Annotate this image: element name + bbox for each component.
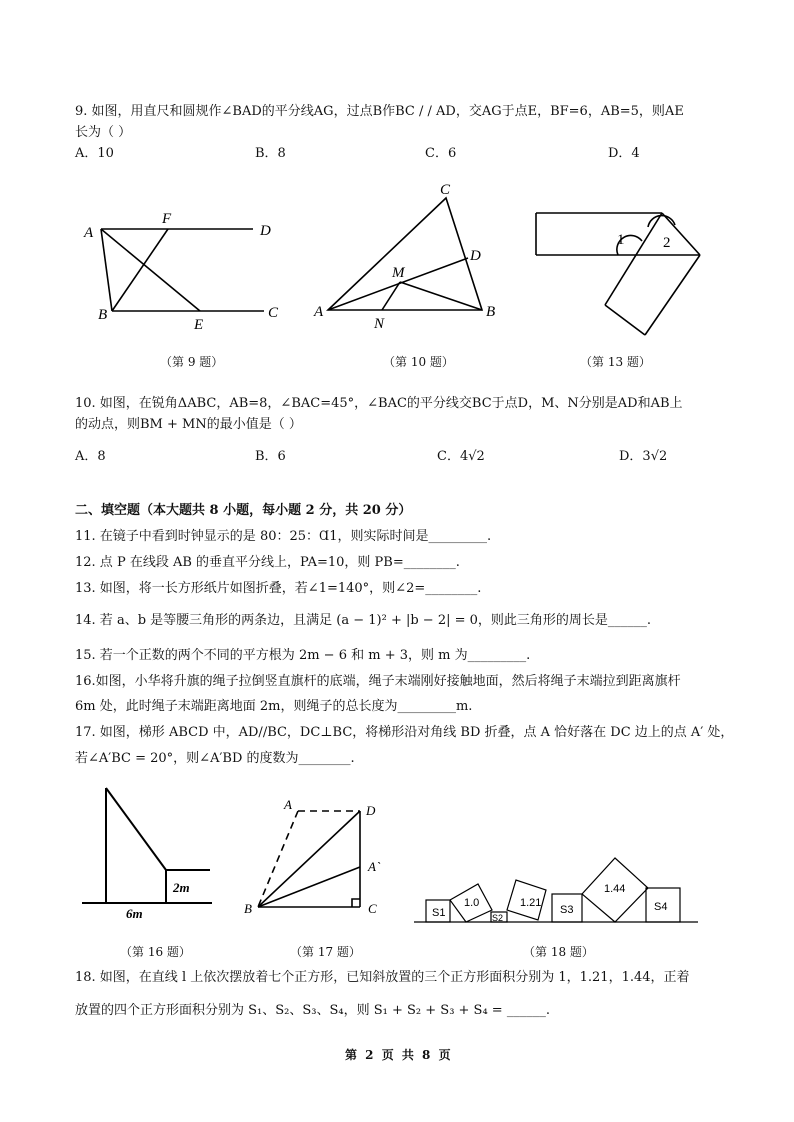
figure-9 [80, 205, 290, 335]
caption-q13: （第 13 题） [580, 355, 651, 369]
figure-10 [310, 180, 510, 335]
fig10-label-m: M [392, 265, 405, 281]
fig16-label-height: 2m [173, 880, 190, 895]
fig18-label-s1: S1 [432, 907, 446, 919]
q10-option-b: B．6 [255, 449, 286, 464]
fig9-label-b: B [98, 307, 108, 323]
caption-q16: （第 16 题） [120, 945, 191, 959]
section-2-heading: 二、填空题（本大题共 8 小题，每小题 2 分，共 20 分） [75, 503, 412, 518]
q15-text: 15. 若一个正数的两个不同的平方根为 2m − 6 和 m + 3，则 m 为_________. [75, 648, 531, 663]
q9-option-b: B．8 [255, 146, 286, 161]
fig17-label-a-prime: A` [368, 859, 381, 874]
q18-text-line1: 18. 如图，在直线 l 上依次摆放着七个正方形，已知斜放置的三个正方形面积分别为 1，1.21，1.44，正着 [75, 970, 690, 985]
q17-text-line1: 17. 如图，梯形 ABCD 中，AD//BC，DC⊥BC，将梯形沿对角线 BD 折叠，点 A 恰好落在 DC 边上的点 A′ 处， [75, 725, 734, 740]
q9-text-line2: 长为（ ） [75, 125, 132, 140]
q18-text-line2: 放置的四个正方形面积分别为 S₁、S₂、S₃、S₄，则 S₁ + S₂ + S₃ + S₄ = ______. [75, 1003, 550, 1018]
fig9-label-d: D [260, 223, 271, 239]
q10-text-line1: 10. 如图，在锐角ΔABC，AB=8，∠BAC=45°，∠BAC的平分线交BC于点D，M、N分别是AD和AB上 [75, 396, 683, 411]
q10-option-d: D．3√2 [619, 449, 668, 464]
figure-13 [530, 205, 710, 340]
q16-text-line1: 16.如图，小华将升旗的绳子拉倒竖直旗杆的底端，绳子末端刚好接触地面，然后将绳子末端拉到距离旗杆 [75, 674, 681, 689]
figure-17 [240, 795, 400, 925]
fig17-label-b: B [244, 901, 252, 916]
q9-option-d: D．4 [608, 146, 640, 161]
fig18-label-s2: S2 [492, 913, 504, 923]
fig9-label-a: A [84, 225, 94, 241]
fig10-label-n: N [374, 316, 385, 332]
q16-text-line2: 6m 处，此时绳子末端距离地面 2m，则绳子的总长度为_________m. [75, 699, 473, 714]
q17-text-line2: 若∠A′BC = 20°，则∠A′BD 的度数为________. [75, 751, 355, 766]
page-footer: 第 2 页 共 8 页 [345, 1048, 453, 1062]
fig18-label-s3: S3 [560, 904, 574, 916]
q9-text-line1: 9. 如图，用直尺和圆规作∠BAD的平分线AG，过点B作BC / / AD，交AG于点E，BF=6，AB=5，则AE [75, 104, 684, 119]
fig10-label-b: B [486, 304, 496, 320]
q9-option-a: A．10 [75, 146, 114, 161]
figure-18 [410, 850, 700, 930]
caption-q17: （第 17 题） [290, 945, 361, 959]
caption-q10: （第 10 题） [383, 355, 454, 369]
fig10-label-c: C [440, 182, 451, 198]
q13-text: 13. 如图，将一长方形纸片如图折叠，若∠1=140°，则∠2=________. [75, 581, 482, 596]
fig9-label-e: E [194, 317, 204, 333]
q12-text: 12. 点 P 在线段 AB 的垂直平分线上，PA=10，则 PB=________. [75, 555, 460, 570]
fig10-label-d: D [470, 248, 481, 264]
fig18-label-1-44: 1.44 [604, 883, 626, 895]
fig13-label-angle1: 1 [617, 232, 625, 248]
fig9-label-f: F [162, 211, 172, 227]
caption-q18: （第 18 题） [523, 945, 594, 959]
caption-q9: （第 9 题） [160, 355, 224, 369]
q10-option-a: A．8 [75, 449, 106, 464]
fig13-label-angle2: 2 [663, 235, 671, 251]
q9-option-c: C．6 [425, 146, 457, 161]
fig10-label-a: A [314, 304, 324, 320]
fig17-label-d: D [366, 803, 376, 818]
fig9-label-c: C [268, 305, 279, 321]
fig16-label-distance: 6m [126, 906, 143, 921]
fig18-label-s4: S4 [654, 901, 668, 913]
fig17-label-a: A [284, 797, 292, 812]
fig18-label-1-21: 1.21 [520, 897, 542, 909]
q11-text: 11. 在镜子中看到时钟显示的是 80：25：Ɑ1，则实际时间是_________. [75, 529, 492, 544]
q10-option-c: C．4√2 [437, 449, 485, 464]
q10-text-line2: 的动点，则BM + MN的最小值是（ ） [75, 417, 302, 432]
fig18-label-1-0: 1.0 [464, 897, 480, 909]
figure-16 [78, 782, 218, 922]
fig17-label-c: C [368, 901, 377, 916]
q14-text: 14. 若 a、b 是等腰三角形的两条边，且满足 (a − 1)² + |b − 2| = 0，则此三角形的周长是______. [75, 613, 652, 628]
